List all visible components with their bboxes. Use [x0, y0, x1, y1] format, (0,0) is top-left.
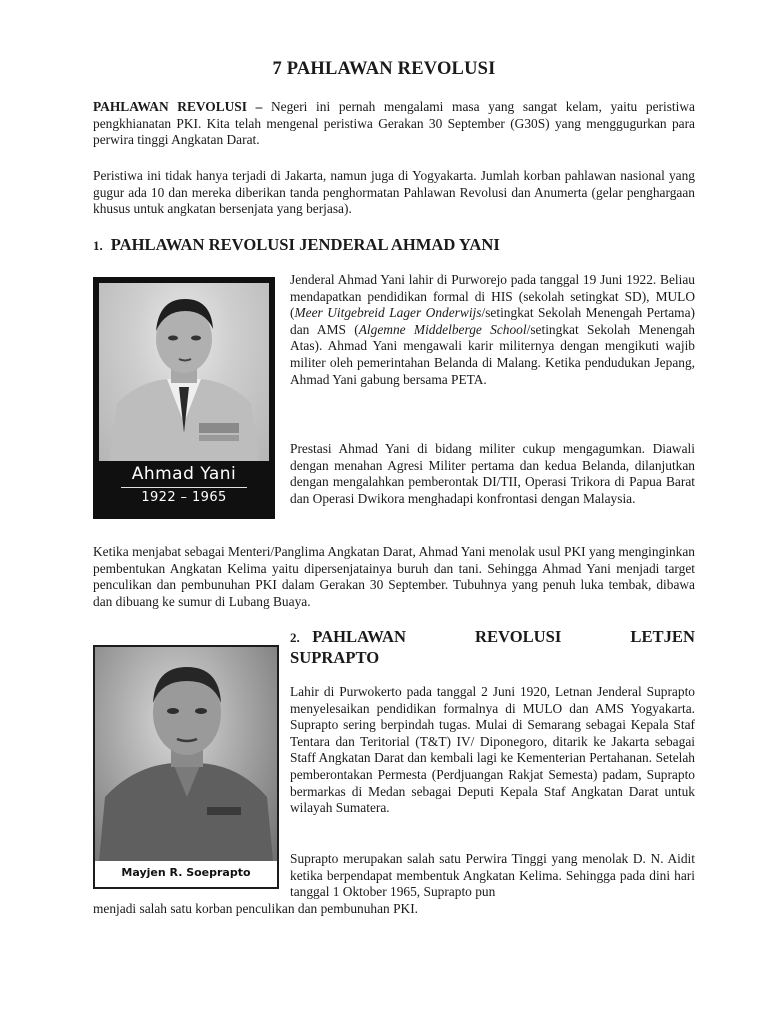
- page-title: 7 PAHLAWAN REVOLUSI: [272, 59, 496, 79]
- section-1-paragraph-2: Prestasi Ahmad Yani di bidang militer cukup mengagumkan. Diawali dengan menahan Agresi Militer pertama dan kedua Belanda, dilanjutkan dengan mengalahkan pemberontak DI/TII, Operasi Trikora di Papua Barat dan Operasi Dwikora menghadapi konfrontasi dengan Malaysia.: [290, 441, 695, 506]
- s1p1-text-b: /setingkat Sekolah Menengah Pertama) dan AMS (: [290, 305, 695, 337]
- section-1-heading: [93, 235, 695, 256]
- section-1-number: 1.: [93, 238, 103, 253]
- section-2-heading-row: [290, 627, 695, 648]
- s1p1-text-c: /setingkat Sekolah Menengah Atas). Ahmad Yani mengawali karir militernya dengan mengikuti wajib militer oleh pemerintahan Belanda di Malang. Ketika pendudukan Jepang, Ahmad Yani gabung bersama PETA.: [290, 321, 695, 387]
- s1p1-italic-1: Meer Uitgebreid Lager Onderwijs: [294, 305, 482, 321]
- ahmad-yani-portrait: [99, 283, 269, 461]
- section-2-heading: [290, 627, 695, 668]
- caption-divider: [121, 487, 247, 488]
- section-2-paragraph-2-end: menjadi salah satu korban penculikan dan pembunuhan PKI.: [93, 901, 419, 916]
- section-2-word-4: SUPRAPTO: [290, 648, 380, 667]
- intro-lead: PAHLAWAN REVOLUSI –: [93, 99, 263, 114]
- suprapto-portrait: [95, 647, 277, 861]
- intro-paragraph-1: [93, 99, 695, 149]
- section-2-word-1: PAHLAWAN: [312, 627, 406, 646]
- ahmad-yani-photo: [93, 277, 275, 519]
- section-2-paragraph-1: Lahir di Purwokerto pada tanggal 2 Juni 1920, Letnan Jenderal Suprapto menyelesaikan pendidikan formalnya di MULO dan AMS Yogyakarta. Suprapto sering berpindah tugas. Mulai di Semarang sebagai Kepala Staf Tentara dan Teritorial (T&T) IV/ Diponegoro, ditarik ke Jakarta sebagai Staff Angkatan Darat dan kembali lagi ke Kementerian Pertahanan. Setelah pemberontakan Permesta (Perdjuangan Rakjat Semesta) padam, Suprapto bermarkas di Medan sebagai Deputi Kepala Staf Angkatan Darat untuk wilayah Sumatera.: [290, 684, 695, 816]
- suprapto-photo-caption: Mayjen R. Soeprapto: [121, 866, 251, 879]
- section-2-word-3: LETJEN: [630, 627, 695, 646]
- s1p1-italic-2: Algemne Middelberge School: [358, 321, 527, 337]
- suprapto-photo: [93, 645, 279, 889]
- ahmad-yani-years-caption: 1922 – 1965: [141, 490, 227, 505]
- portrait-illustration-icon: [95, 647, 277, 861]
- portrait-illustration-icon: [99, 283, 269, 461]
- intro-paragraph-2: Peristiwa ini tidak hanya terjadi di Jakarta, namun juga di Yogyakarta. Jumlah korban pahlawan nasional yang gugur ada 10 dan mereka diberikan tanda penghormatan Pahlawan Revolusi dan Anumerta (gelar penghargaan khusus untuk angkatan bersenjata yang berjasa).: [93, 168, 695, 217]
- section-2-word-2: REVOLUSI: [475, 627, 562, 646]
- section-1-paragraph-3: Ketika menjabat sebagai Menteri/Panglima Angkatan Darat, Ahmad Yani menolak usul PKI yang menginginkan pembentukan Angkatan Kelima yaitu dipersenjatainya buruh dan tani. Sehingga Ahmad Yani menjadi target penculikan dan pembunuhan PKI dalam Gerakan 30 September. Tubuhnya yang penuh luka tembak, dibawa dan dibuang ke sumur di Lubang Buaya.: [93, 544, 695, 609]
- intro-text-1: Negeri ini pernah mengalami masa yang sangat kelam, yaitu peristiwa pengkhianatan PKI. Kita telah mengenal peristiwa Gerakan 30 September (G30S) yang menggugurkan para perwira tinggi Angkatan Darat.: [93, 99, 695, 148]
- ahmad-yani-name-caption: Ahmad Yani: [131, 464, 237, 484]
- section-1-title: PAHLAWAN REVOLUSI JENDERAL AHMAD YANI: [110, 235, 500, 254]
- section-2-heading-start: [290, 627, 406, 648]
- section-2-paragraph-2: Suprapto merupakan salah satu Perwira Tinggi yang menolak D. N. Aidit ketika berpendapat membentuk Angkatan Kelima. Sehingga pada dini hari tanggal 1 Oktober 1965, Suprapto pun: [290, 851, 695, 900]
- section-2-number: 2.: [290, 630, 300, 645]
- s1p1-text-a: Jenderal Ahmad Yani lahir di Purworejo pada tanggal 19 Juni 1922. Beliau mendapatkan pendidikan formal di HIS (sekolah setingkat SD), MULO (: [290, 272, 695, 321]
- section-1-paragraph-1: [290, 272, 695, 388]
